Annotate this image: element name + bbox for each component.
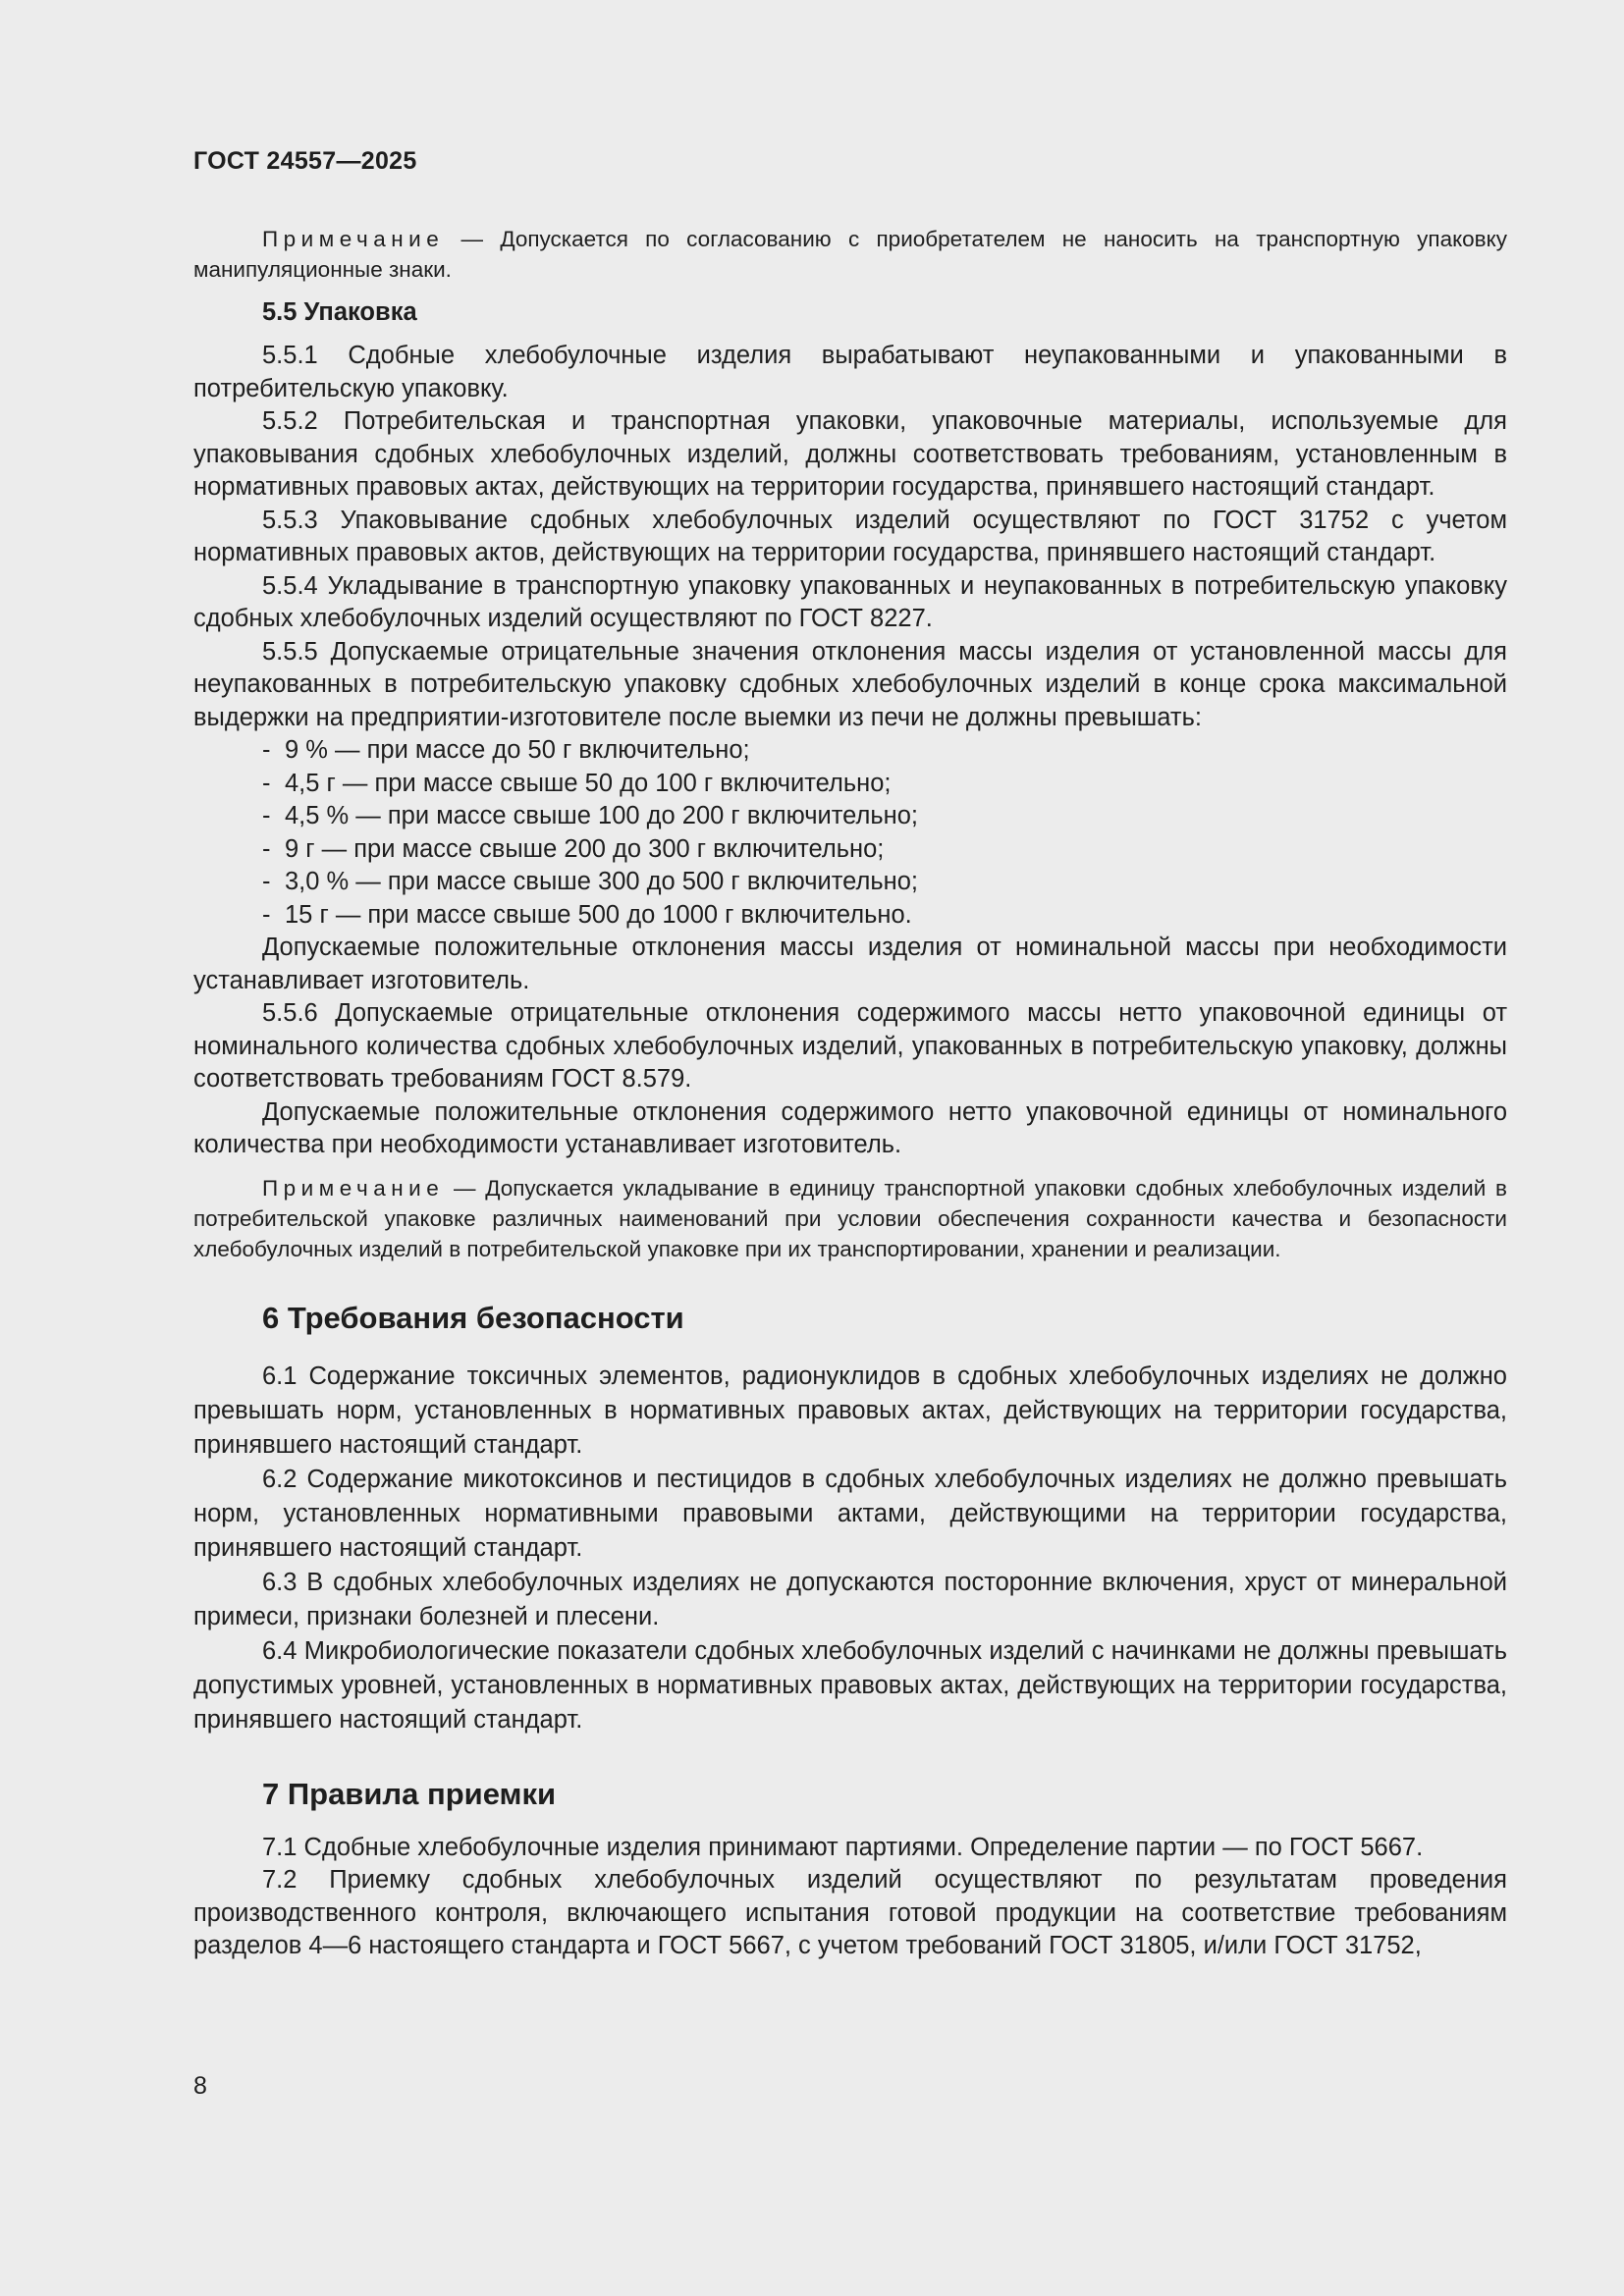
note-packaging-marks <box>193 224 1507 285</box>
section-6-title: 6 Требования безопасности <box>262 1300 684 1335</box>
list-item: - 9 г — при массе свыше 200 до 300 г включительно; <box>262 834 885 863</box>
list-item: - 4,5 г — при массе свыше 50 до 100 г включительно; <box>262 769 892 797</box>
paragraph-positive-net-deviation: Допускаемые положительные отклонения содержимого нетто упаковочной единицы от номинального количества при необходимости устанавливает изготовитель. <box>193 1097 1507 1158</box>
paragraph-5-5-5: 5.5.5 Допускаемые отрицательные значения отклонения массы изделия от установленной массы для неупакованных в потребительскую упаковку сдобных хлебобулочных изделий в конце срока максимальной выдержки на предприятии-изготовителе после выемки из печи не должны превышать: <box>193 637 1507 731</box>
paragraph-5-5-2: 5.5.2 Потребительская и транспортная упаковки, упаковочные материалы, используемые для упаковывания сдобных хлебобулочных изделий, должны соответствовать требованиям, установленным в нормативных правовых актах, действующих на территории государства, принявшего настоящий стандарт. <box>193 407 1507 501</box>
list-item: - 4,5 % — при массе свыше 100 до 200 г включительно; <box>262 802 919 829</box>
list-item: - 15 г — при массе свыше 500 до 1000 г включительно. <box>262 900 912 929</box>
mass-deviation-list <box>193 734 1507 932</box>
note-transport-packaging <box>193 1173 1507 1264</box>
paragraph-positive-deviation: Допускаемые положительные отклонения массы изделия от номинальной массы при необходимости устанавливает изготовитель. <box>193 934 1507 994</box>
list-item: - 3,0 % — при массе свыше 300 до 500 г включительно; <box>262 868 919 895</box>
note-text: — Допускается укладывание в единицу транспортной упаковки сдобных хлебобулочных изделий в потребительской упаковке различных наименований при условии обеспечения сохранности качества и безопасности хлебобулочных изделий в потребительской упаковке при их транспортировании, хранении и реализации. <box>193 1175 1507 1261</box>
document-body <box>193 224 1507 1963</box>
paragraph-6-3: 6.3 В сдобных хлебобулочных изделиях не допускаются посторонние включения, хруст от минеральной примеси, признаки болезней и плесени. <box>193 1568 1507 1630</box>
list-item: - 9 % — при массе до 50 г включительно; <box>262 736 750 764</box>
note-label: Примечание <box>262 1175 445 1201</box>
paragraph-7-2: 7.2 Приемку сдобных хлебобулочных изделий осуществляют по результатам проведения производственного контроля, включающего испытания готовой продукции на соответствие требованиям разделов 4—6 настоящего стандарта и ГОСТ 5667, с учетом требований ГОСТ 31805, и/или ГОСТ 31752, <box>193 1866 1507 1959</box>
paragraph-5-5-1: 5.5.1 Сдобные хлебобулочные изделия вырабатывают неупакованными и упакованными в потребительскую упаковку. <box>193 342 1507 402</box>
paragraph-6-1: 6.1 Содержание токсичных элементов, радионуклидов в сдобных хлебобулочных изделиях не должно превышать норм, установленных в нормативных правовых актах, действующих на территории государства, принявшего настоящий стандарт. <box>193 1362 1507 1459</box>
page-number: 8 <box>193 2072 207 2100</box>
paragraph-6-2: 6.2 Содержание микотоксинов и пестицидов в сдобных хлебобулочных изделиях не должно превышать норм, установленных нормативными правовыми актами, действующими на территории государства, принявшего настоящий стандарт. <box>193 1465 1507 1562</box>
paragraph-7-1: 7.1 Сдобные хлебобулочные изделия принимают партиями. Определение партии — по ГОСТ 5667. <box>262 1833 1424 1861</box>
paragraph-6-4: 6.4 Микробиологические показатели сдобных хлебобулочных изделий с начинками не должны превышать допустимых уровней, установленных в нормативных правовых актах, действующих на территории государства, принявшего настоящий стандарт. <box>193 1636 1507 1734</box>
document-header: ГОСТ 24557—2025 <box>193 147 417 175</box>
document-page <box>193 0 1507 2296</box>
paragraph-5-5-3: 5.5.3 Упаковывание сдобных хлебобулочных изделий осуществляют по ГОСТ 31752 с учетом нормативных правовых актов, действующих на территории государства, принявшего настоящий стандарт. <box>193 506 1507 566</box>
note-text: — Допускается по согласованию с приобретателем не наносить на транспортную упаковку манипуляционные знаки. <box>193 227 1507 282</box>
paragraph-5-5-4: 5.5.4 Укладывание в транспортную упаковку упакованных и неупакованных в потребительскую упаковку сдобных хлебобулочных изделий осуществляют по ГОСТ 8227. <box>193 571 1507 632</box>
section-7-title: 7 Правила приемки <box>262 1776 557 1811</box>
paragraph-5-5-6: 5.5.6 Допускаемые отрицательные отклонения содержимого массы нетто упаковочной единицы от номинального количества сдобных хлебобулочных изделий, упакованных в потребительскую упаковку, должны соответствовать требованиям ГОСТ 8.579. <box>193 999 1507 1093</box>
note-label: Примечание <box>262 227 445 251</box>
section-5-5-title: 5.5 Упаковка <box>262 298 417 326</box>
